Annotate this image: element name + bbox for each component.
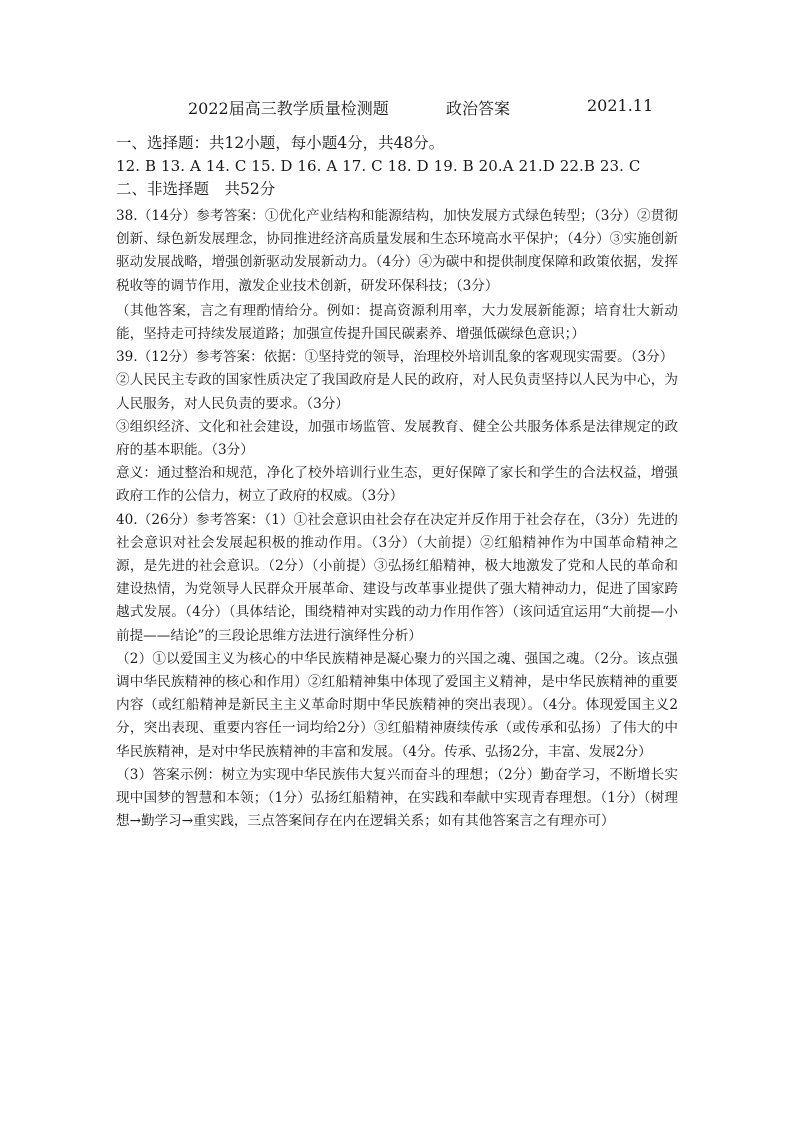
exam-title: 2022届高三教学质量检测题: [188, 99, 389, 118]
q38-note: （其他答案，言之有理酌情给分。例如：提高资源利用率，大力发展新能源；培育壮大新动能，坚持走可持续发展道路；加强宣传提升国民碳素养、增强低碳绿色意识；）: [116, 302, 678, 343]
document-title: [116, 96, 678, 124]
q40-part-2: （2）①以爱国主义为核心的中华民族精神是凝心聚力的兴国之魂、强国之魂。（2分。该点强调中华民族精神的核心和作用）②红船精神集中体现了爱国主义精神，是中华民族精神的重要内容（或红船精神是新民主主义革命时期中华民族精神的突出表现）。（4分。体现爱国主义2分，突出表现、重要内容任一词均给2分）③红船精神赓续传承（或传承和弘扬）了伟大的中华民族精神，是对中华民族精神的丰富和发展。（4分。传承、弘扬2分，丰富、发展2分）: [116, 650, 678, 760]
q39-point-2: ②人民民主专政的国家性质决定了我国政府是人民的政府，对人民负责坚持以人民为中心，为人民服务，对人民负责的要求。（3分）: [116, 372, 678, 412]
q39-intro: 39.（12分）参考答案：依据：①坚持党的领导，治理校外培训乱象的客观现实需要。（3分）: [116, 349, 674, 366]
exam-date: 2021.11: [587, 96, 654, 115]
answer-sheet: [116, 96, 678, 833]
q40-part-1: 40.（26分）参考答案：（1）①社会意识由社会存在决定并反作用于社会存在，（3分）先进的社会意识对社会发展起积极的推动作用。（3分）（大前提）②红船精神作为中国革命精神之源，是先进的社会意识。（2分）（小前提）③弘扬红船精神，极大地激发了党和人民的革命和建设热情，为党领导人民群众开展革命、建设与改革事业提供了强大精神动力，促进了国家跨越式发展。（4分）（具体结论，围绕精神对实践的动力作用作答）（该问适宜运用“大前提—小前提——结论”的三段论思维方法进行演绎性分析）: [116, 511, 678, 644]
subject-label: 政治答案: [446, 99, 511, 118]
section-1-heading: 一、选择题：共12小题，每小题4分，共48分。: [116, 134, 445, 152]
section-2-heading: 二、非选择题 共52分: [116, 180, 276, 198]
q38-answer: 38.（14分）参考答案：①优化产业结构和能源结构，加快发展方式绿色转型；（3分）②贯彻创新、绿色新发展理念，协同推进经济高质量发展和生态环境高水平保护；（4分）③实施创新驱动发展战略，增强创新驱动发展新动力。（4分）④为碳中和提供制度保障和政策依据，发挥税收等的调节作用，激发企业技术创新，研发环保科技；（3分）: [116, 208, 678, 294]
q39-point-3: ③组织经济、文化和社会建设，加强市场监管、发展教育、健全公共服务体系是法律规定的政府的基本职能。（3分）: [116, 418, 678, 459]
q39-meaning: 意义：通过整治和规范，净化了校外培训行业生态，更好保障了家长和学生的合法权益，增强政府工作的公信力，树立了政府的权威。（3分）: [116, 465, 678, 505]
q40-part-3: （3）答案示例：树立为实现中华民族伟大复兴而奋斗的理想；（2分）勤奋学习，不断增长实现中国梦的智慧和本领；（1分）弘扬红船精神，在实践和奉献中实现青春理想。（1分）（树理想→勤学习→重实践，三点答案间存在内在逻辑关系；如有其他答案言之有理亦可）: [116, 766, 678, 830]
multiple-choice-answers: 12. B 13. A 14. C 15. D 16. A 17. C 18. D 19. B 20.A 21.D 22.B 23. C: [116, 157, 641, 175]
